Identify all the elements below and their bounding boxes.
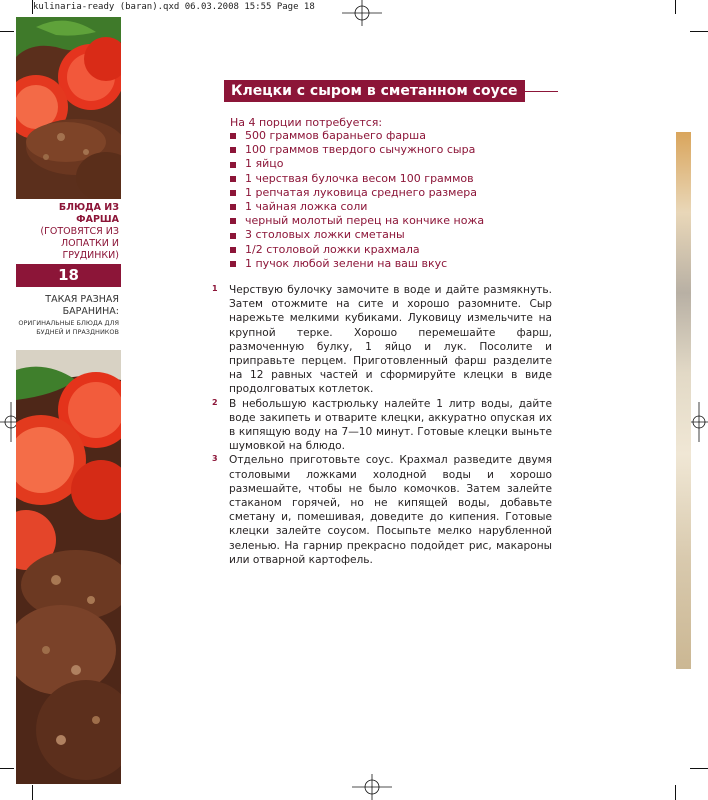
bullet-icon <box>230 261 236 267</box>
list-item: 100 граммов твердого сычужного сыра <box>230 143 484 157</box>
crop-mark <box>690 768 708 769</box>
registration-mark-icon <box>690 402 708 442</box>
ingredients-list <box>230 129 484 271</box>
heading-rule <box>525 91 558 92</box>
bullet-icon <box>230 218 236 224</box>
list-item: 1 черствая булочка весом 100 граммов <box>230 172 484 186</box>
crop-mark <box>675 785 676 800</box>
bullet-icon <box>230 162 236 168</box>
crop-mark <box>690 31 708 32</box>
recipe-title: Клецки с сыром в сметанном соусе <box>224 80 525 102</box>
food-photo-bottom <box>16 350 121 784</box>
registration-mark-icon <box>342 0 382 26</box>
list-item: 1 чайная ложка соли <box>230 200 484 214</box>
bullet-icon <box>230 190 236 196</box>
recipe-heading <box>224 80 558 102</box>
step <box>212 283 552 397</box>
list-item: 3 столовых ложки сметаны <box>230 228 484 242</box>
crop-mark <box>32 785 33 800</box>
registration-mark-icon <box>352 774 392 800</box>
right-photo-strip <box>676 132 691 669</box>
food-photo-top <box>16 17 121 199</box>
step-text: Отдельно приготовьте соус. Крахмал разведите двумя столовыми ложками холодной воды и хорошо размешайте, чтобы не было комочков. Затем залейте стаканом горячей, но не кипящей воды, добавьте сметану и, помешивая, доведите до кипения. Готовые клецки залейте соусом. Посыпьте мелко нарубленной зеленью. На гарнир прекрасно подойдет рис, макароны или отварной картофель. <box>229 454 552 566</box>
crop-mark <box>32 0 33 14</box>
crop-mark <box>675 0 676 14</box>
series-title: ТАКАЯ РАЗНАЯ БАРАНИНА: <box>45 294 119 317</box>
step <box>212 453 552 567</box>
list-item: 1 яйцо <box>230 157 484 171</box>
step-number: 1 <box>212 284 218 293</box>
bullet-icon <box>230 133 236 139</box>
series-subtitle: ОРИГИНАЛЬНЫЕ БЛЮДА ДЛЯ БУДНЕЙ И ПРАЗДНИКОВ <box>18 319 119 336</box>
step-number: 2 <box>212 397 218 407</box>
step-text: Черствую булочку замочите в воде и дайте размякнуть. Затем отожмите на сите и хорошо разомните. Сыр нарежьте мелкими кубиками. Луковицу измельчите на крупной терке. Хорошо перемешайте фарш, размоченную булку, 1 яйцо и лук. Посолите и приправьте перцем. Приготовленный фарш разделите на 12 равных частей и сформируйте клецки в виде продолговатых котлеток. <box>229 284 552 396</box>
list-item: 1 репчатая луковица среднего размера <box>230 186 484 200</box>
crop-mark <box>0 31 14 32</box>
step <box>212 397 552 454</box>
page-number: 18 <box>16 264 121 287</box>
bullet-icon <box>230 147 236 153</box>
crop-mark <box>0 768 14 769</box>
step-number: 3 <box>212 454 218 464</box>
step-text: В небольшую кастрюльку налейте 1 литр воды, дайте воде закипеть и отварите клецки, аккуратно опуская их в кипящую воду на 7—10 минут. Готовые клецки выньте шумовкой на блюдо. <box>229 397 552 453</box>
bullet-icon <box>230 204 236 210</box>
bullet-icon <box>230 176 236 182</box>
printer-slug: kulinaria-ready (baran).qxd 06.03.2008 15:55 Page 18 <box>33 2 315 12</box>
steps-list <box>212 283 552 567</box>
list-item: 1 пучок любой зелени на ваш вкус <box>230 257 484 271</box>
portions-label: На 4 порции потребуется: <box>230 116 383 129</box>
list-item: 1/2 столовой ложки крахмала <box>230 243 484 257</box>
bullet-icon <box>230 233 236 239</box>
bullet-icon <box>230 247 236 253</box>
section-subtitle: (ГОТОВЯТСЯ ИЗ ЛОПАТКИ И ГРУДИНКИ) <box>40 226 119 261</box>
list-item: 500 граммов бараньего фарша <box>230 129 484 143</box>
section-title: БЛЮДА ИЗ ФАРША <box>58 202 119 225</box>
list-item: черный молотый перец на кончике ножа <box>230 214 484 228</box>
